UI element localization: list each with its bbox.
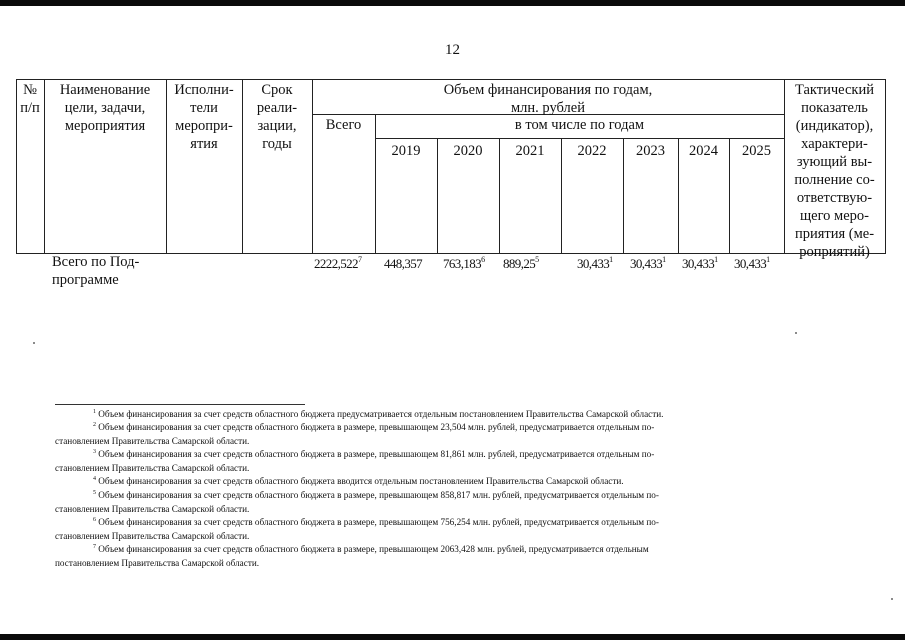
scan-speck [33,342,35,344]
year-header: 2025 [742,143,771,159]
year-amount: 763,183$^6$ [443,255,486,271]
year-amount: 30,433$^1$ [682,255,719,271]
footnote-6: $^6$ Объем финансирования за счет средств областного бюджета в размере, превышающем 756,254 млн. рублей, предусматривается отдельным по- становлением Правительства Самарской области. [55,517,659,541]
scan-top-border [0,0,905,6]
scan-speck [891,598,893,600]
header-funding: Объем финансирования по годам, млн. рублей [443,82,653,116]
year-amount: 30,433$^1$ [577,255,614,271]
footnote-1: $^1$ Объем финансирования за счет средств областного бюджета предусматривается отдельным постановлением Правительства Самарской области. [93,409,664,419]
year-amount: 448,357 [384,256,423,271]
header-total: Всего [325,117,362,133]
year-header: 2021 [515,143,545,159]
scan-speck [795,332,797,334]
header-number: № п/п [20,82,40,116]
year-header: 2022 [577,143,607,159]
total-row-label: Всего по Под- программе [52,254,140,288]
year-header: 2024 [689,143,718,159]
footnote-3: $^3$ Объем финансирования за счет средств областного бюджета в размере, превышающем 81,861 млн. рублей, предусматривается отдельным по- становлением Правительства Самарской области. [55,449,655,473]
footnote-7: $^7$ Объем финансирования за счет средств областного бюджета в размере, превышающем 2063,428 млн. рублей, предусматривается отдельным постановлением Правительства Самарской области. [55,544,649,568]
page-number: 12 [445,42,460,58]
scan-bottom-border [0,634,905,640]
footnote-5: $^5$ Объем финансирования за счет средств областного бюджета в размере, превышающем 858,817 млн. рублей, предусматривается отдельным по- становлением Правительства Самарской области. [55,490,659,514]
year-header: 2023 [636,143,665,159]
year-amount: 30,433$^1$ [630,255,667,271]
header-by-years: в том числе по годам [514,117,645,133]
year-amount: 889,25$^5$ [503,255,540,271]
year-header: 2020 [453,143,483,159]
year-header: 2019 [391,143,421,159]
header-indicator: Тактический показатель (индикатор), характери- зующий вы- полнение со- ответствую- щего меро- приятия (ме- роприятий) [794,82,875,260]
footnote-2: $^2$ Объем финансирования за счет средств областного бюджета в размере, превышающем 23,504 млн. рублей, предусматривается отдельным по- становлением Правительства Самарской области. [55,422,655,446]
header-executors: Исполни- тели меропри- ятия [174,82,234,152]
header-term: Срок реали- зации, годы [256,82,298,152]
header-name: Наименование цели, задачи, мероприятия [59,82,151,134]
footnote-separator [55,404,305,405]
footnote-4: $^4$ Объем финансирования за счет средств областного бюджета вводится отдельным постановлением Правительства Самарской области. [93,476,624,486]
total-amount: 2222,522$^7$ [314,255,362,271]
year-amount: 30,433$^1$ [734,255,771,271]
